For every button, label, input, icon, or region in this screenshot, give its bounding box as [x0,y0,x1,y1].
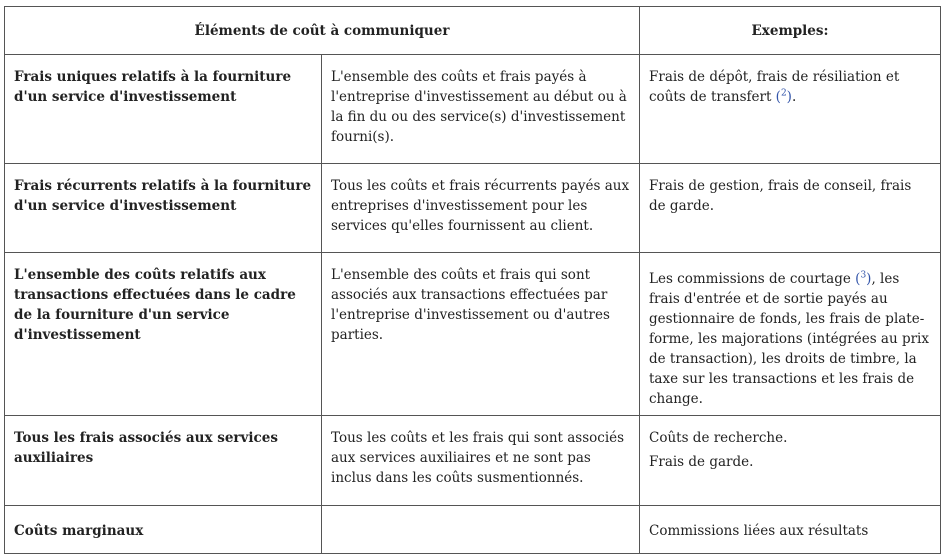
example-body: Frais de dépôt, frais de résiliation et coûts de transfert [649,69,900,105]
description-cell [322,55,640,164]
footnote-ref-2[interactable]: ($^2$) [775,88,792,105]
table-row [5,164,941,253]
element-cell [5,55,322,164]
description-text: Tous les coûts et les frais qui sont associés aux services auxiliaires et ne sont pas inclus dans les coûts susmentionnés. [331,430,625,486]
table-row [5,506,941,554]
header-examples: Exemples: [640,7,941,55]
example-cell [640,506,941,554]
element-cell [5,253,322,416]
example-line: Coûts de recherche. [649,430,788,446]
example-text [640,416,940,478]
example-rest: , les frais d'entrée et de sortie payés au gestionnaire de fonds, les frais de plate-forme, les majorations (intégrées au prix de transaction), les droits de timbre, la taxe sur les transactions et les frais de change. [649,271,929,407]
example-end: . [791,89,797,105]
example-cell [640,55,941,164]
footnote-ref-3[interactable]: ($^3$) [855,270,872,287]
description-text [322,506,639,520]
element-label: Coûts marginaux [14,522,144,539]
description-cell [322,506,640,554]
table-row [5,55,941,164]
element-label: Frais uniques relatifs à la fourniture d'un service d'investissement [14,69,292,105]
example-text: Frais de gestion, frais de conseil, frais de garde. [649,178,912,214]
table-header-row [5,7,941,55]
element-label: Tous les frais associés aux services auxiliaires [14,430,278,466]
example-cell [640,164,941,253]
example-text [640,253,940,415]
element-cell [5,164,322,253]
example-cell [640,253,941,416]
element-cell [5,416,322,506]
example-text: Commissions liées aux résultats [649,522,869,539]
table-row [5,253,941,416]
table-row [5,416,941,506]
element-label: Frais récurrents relatifs à la fourniture d'un service d'investissement [14,178,312,214]
example-line: Frais de garde. [649,454,754,470]
description-text: L'ensemble des coûts et frais qui sont associés aux transactions effectuées par l'entreprise d'investissement ou d'autres parties. [331,267,610,343]
header-elements: Éléments de coût à communiquer [5,7,640,55]
element-cell [5,506,322,554]
cost-table [4,6,941,554]
example-body: Les commissions de courtage [649,271,856,287]
description-cell [322,416,640,506]
description-text: L'ensemble des coûts et frais payés à l'entreprise d'investissement au début ou à la fin du ou des service(s) d'investissement fourni(s). [331,69,627,145]
description-text: Tous les coûts et frais récurrents payés aux entreprises d'investissement pour les services qu'elles fournissent au client. [331,178,630,234]
element-label: L'ensemble des coûts relatifs aux transactions effectuées dans le cadre de la fourniture d'un service d'investissement [14,267,296,343]
example-text [640,55,940,113]
description-cell [322,253,640,416]
description-cell [322,164,640,253]
example-cell [640,416,941,506]
